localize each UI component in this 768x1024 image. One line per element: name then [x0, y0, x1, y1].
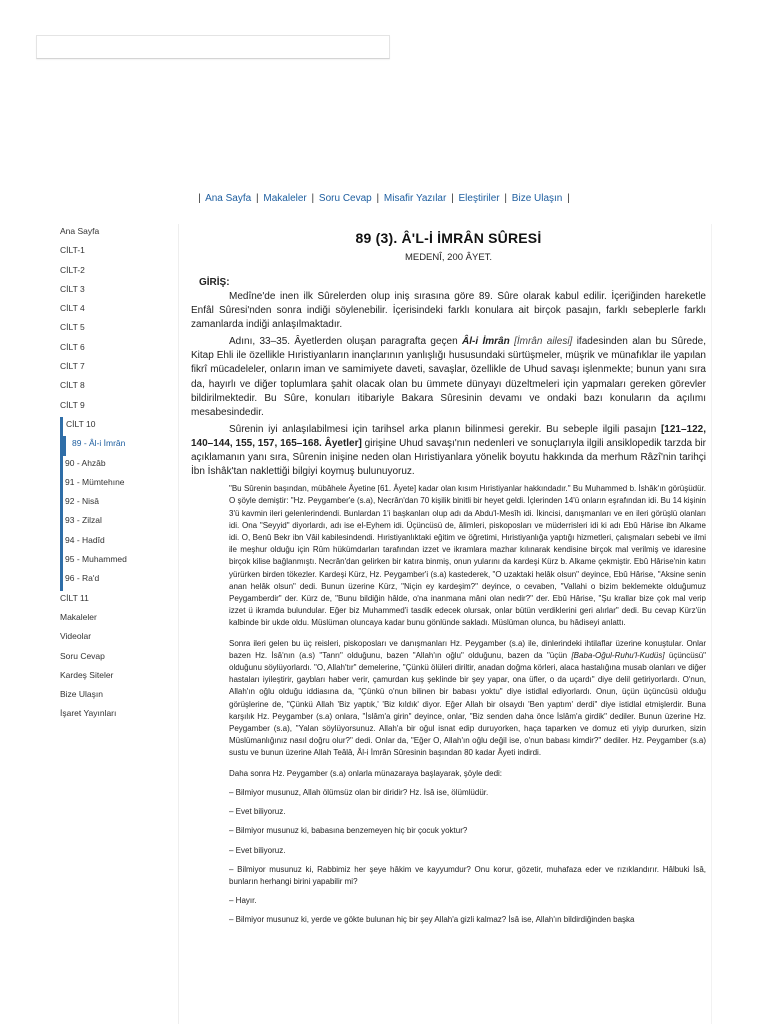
quote-dialogue-5: – Bilmiyor musunuz ki, Rabbimiz her şeye hâkim ve kayyumdur? Onu korur, gözetir, muhafaza eder ve rızıklandırır. Hâlbuki İsâ, bunların herhangi birini yapabilir mi? [229, 864, 706, 886]
quote-paragraph-2-text-a: Sonra ileri gelen bu üç reisleri, piskoposları ve danışmanları Hz. Peygamber (s.a) ile, dinlerindeki ihtilaflar üzerine konuştular. Onlar bazen Hz. İsâ'nın (a.s) "Tanrı" olduğunu, bazen "Allah'ın oğlu" olduğunu, bazen da "üçün [229, 638, 706, 660]
sidebar-item-kardes-siteler[interactable]: Kardeş Siteler [60, 669, 114, 680]
paragraph-2 [191, 335, 706, 420]
sidebar-item-cilt-11[interactable]: CİLT 11 [60, 592, 89, 603]
quote-dialogue-7: – Bilmiyor musunuz ki, yerde ve gökte bulunan hiç bir şey Allah'a gizli kalmaz? İsâ ise, Allah'ın bildirdiğinden başka [229, 915, 635, 925]
sidebar-item-zilzal[interactable]: 93 - Zilzal [65, 515, 102, 526]
content-left-border [178, 224, 179, 1024]
sidebar-item-ahzab[interactable]: 90 - Ahzâb [65, 457, 106, 468]
paragraph-3 [191, 423, 706, 479]
paragraph-3-verses: [121–122, 140–144, 155, 157, 165–168. Âyetler] [191, 423, 706, 449]
sidebar-item-muhammed[interactable]: 95 - Muhammed [65, 554, 127, 565]
sidebar-item-rad[interactable]: 96 - Ra'd [65, 573, 100, 584]
quote-dialogue-4: – Evet biliyoruz. [229, 845, 286, 855]
sidebar-item-cilt-1[interactable]: CİLT-1 [60, 245, 85, 256]
quoted-passage [229, 483, 706, 926]
sidebar-item-soru-cevap[interactable]: Soru Cevap [60, 650, 105, 661]
quote-dialogue-3: – Bilmiyor musunuz ki, babasına benzemeyen hiç bir çocuk yoktur? [229, 826, 468, 836]
quote-dialogue-2: – Evet biliyoruz. [229, 807, 286, 817]
sidebar [60, 224, 180, 726]
paragraph-2-text-a: Adını, 33–35. Âyetlerden oluşan paragrafta geçen [229, 336, 462, 348]
content-right-border [711, 224, 712, 1024]
sidebar-item-cilt-3[interactable]: CİLT 3 [60, 283, 85, 294]
top-navigation: | Ana Sayfa | Makaleler | Soru Cevap | Misafir Yazılar | Eleştiriler | Bize Ulaşın | [198, 193, 570, 204]
sidebar-item-cilt-4[interactable]: CİLT 4 [60, 303, 85, 314]
sidebar-item-cilt-10[interactable]: CİLT 10 [66, 418, 96, 429]
sidebar-item-cilt-8[interactable]: CİLT 8 [60, 380, 85, 391]
page-subtitle: MEDENÎ, 200 ÂYET. [404, 252, 493, 263]
sidebar-item-ana-sayfa[interactable]: Ana Sayfa [60, 226, 100, 236]
nav-bize-ulasin[interactable]: Bize Ulaşın [511, 193, 563, 204]
sidebar-group-cilt-10 [60, 417, 180, 591]
sidebar-item-mumtehine[interactable]: 91 - Mümtehıne [65, 476, 125, 487]
quote-paragraph-2 [229, 638, 706, 760]
sidebar-item-videolar[interactable]: Videolar [60, 631, 92, 642]
sidebar-item-makaleler[interactable]: Makaleler [60, 611, 97, 622]
paragraph-2-term: Âl-i İmrân [462, 336, 510, 348]
page-title: 89 (3). Â'L-İ İMRÂN SÛRESİ [355, 230, 542, 246]
nav-ana-sayfa[interactable]: Ana Sayfa [205, 193, 252, 204]
sidebar-item-nisa[interactable]: 92 - Nisâ [65, 496, 100, 507]
section-heading: GİRİŞ: [199, 277, 230, 288]
quote-dialogue-6: – Hayır. [229, 896, 257, 906]
quote-paragraph-2-trinity: [Baba-Oğul-Ruhu'l-Kudüs] [571, 650, 665, 660]
search-input[interactable] [36, 35, 390, 59]
sidebar-item-cilt-5[interactable]: CİLT 5 [60, 322, 85, 333]
paragraph-2-text-b: ifadesinden alan bu Sûrede, Kitap Ehli ile özellikle Hıristiyanların inançlarının yanlışlığı hususundaki sürtüşmeler, müşrik ve münafıklar ile yapılan fikrî mücadeleler, onların iman ve samimiyete daveti, savaşlar, özellikle de Uhud savaşı işlenmekte; bunun yanı sıra da, hayırlı ve diğer toplumlara şahit olacak olan bu ümmete dünyayı düzeltmeleri için yapmaları gereken görevler bildirilmektedir. Bu Sûre, konuları itibariyle Bakara Sûresinin devamı ve ondaki bazı konuların da açılımı mesabesindedir. [191, 336, 706, 418]
sidebar-item-active-ali-imran[interactable]: 89 - Âl-i İmrân [63, 436, 180, 455]
paragraph-3-text-a: Sûrenin iyi anlaşılabilmesi için tarihsel arka planın bilinmesi gerekir. Bu sebeple ilgili pasajın [229, 423, 661, 435]
sidebar-item-bize-ulasin[interactable]: Bize Ulaşın [60, 689, 103, 700]
quote-paragraph-2-text-b: üçüncüsü" olduğunu söylüyorlardı. "O, Allah'tır" demelerine, "Çünkü ölüleri diriltir, anadan doğma körleri, alaca hastalığına musab olanları ve diğer hastaları iyileştirir, gaybları haber verir, çamurdan kuş şeklinde bir şey yapar, ona üfler, o da uçardı" diye delil getiriyorlardı. O'nun, Allah'ın oğlu olduğu iddiasına da, "Çünkü o'nun bilinen bir babası yoktu" diye istidlal ediyorlardı. Onun, üçün üçüncüsü olduğu görüşlerine de, "Çünkü Allah 'Biz yaptık,' 'Biz kıldık' diyor. Eğer Allah bir olsaydı 'Ben yaptım' derdi" diye istidlal etmişlerdir. Buna karşılık Hz. Peygamber (s.a) onlara, "İslâm'a girin" deyince, onlar, "Biz senden daha önce İslâm'a girdik" dediler. Bunun üzerine Hz. Peygamber (s.a), "Yalan söylüyorsunuz. Allah'a bir oğul isnat edip duruyorken, haça taparken ve domuz eti yiyip dururken, sizin Müslümanlığınız nasıl doğru olur?" dedi. Onlar da, "Eğer O, Allah'ın oğlu değil ise, o'nun babası kimdir?" dediler. Hz. Peygamber (s.a) sustu ve bunun üzerine Allah Teâlâ, Âl-i İmrân Sûresinin başından 80 kadar Âyeti indirdi. [229, 650, 706, 758]
nav-misafir-yazilar[interactable]: Misafir Yazılar [383, 193, 447, 204]
sidebar-item-cilt-6[interactable]: CİLT 6 [60, 341, 85, 352]
sidebar-item-cilt-2[interactable]: CİLT-2 [60, 264, 85, 275]
sidebar-item-hadid[interactable]: 94 - Hadîd [65, 534, 105, 545]
quote-dialogue-1: – Bilmiyor musunuz, Allah ölümsüz olan bir diridir? Hz. İsâ ise, ölümlüdür. [229, 787, 489, 797]
paragraph-2-gloss: [İmrân ailesi] [509, 336, 573, 348]
quote-paragraph-3: Daha sonra Hz. Peygamber (s.a) onlarla münazaraya başlayarak, şöyle dedi: [229, 768, 503, 778]
sidebar-item-isaret-yayinlari[interactable]: İşaret Yayınları [60, 708, 117, 719]
nav-makaleler[interactable]: Makaleler [263, 193, 307, 204]
nav-elestiriler[interactable]: Eleştiriler [458, 193, 500, 204]
sidebar-item-cilt-7[interactable]: CİLT 7 [60, 361, 85, 372]
paragraph-3-text-b: girişine Uhud savaşı'nın nedenleri ve sonuçlarıyla ilgili ansiklopedik tarzda bir açıklamanın yanı sıra, Sûrenin inişine neden olan Hıristiyanlara yönelik boyutu hakkında da merhum Râzî'nin tarihçi İbn İshâk'tan naklettiği bilgiyi koymuş bulunuyoruz. [191, 437, 706, 478]
nav-soru-cevap[interactable]: Soru Cevap [318, 193, 372, 204]
sidebar-item-cilt-9[interactable]: CİLT 9 [60, 399, 85, 410]
article [191, 226, 706, 934]
quote-paragraph-1: "Bu Sûrenin başından, mübâhele Âyetine [61. Âyete] kadar olan kısım Hıristiyanlar hakkındadır." Bu Muhammed b. İshâk'ın görüşüdür. O şöyle demiştir: "Hz. Peygamber'e (s.a), Necrân'dan 70 kişilik binitli bir heyet geldi. İçlerinden 14'ü onların eşrafından idi. Bu 14 kişinin 3'ü kavmin ileri gelenlerindendi. Bunlardan 1'i başkanları olup adı da Abdu'l-Mesîh idi. İkincisi, danışmanları ve en ileri görüşlü olanları idi. Ona "Seyyid" diyorlardı, adı ise el-Eyhem idi. Üçüncüsü de, âlimleri, piskoposları ve müderrisleri idi ki adı Ebû Hârise ibn Alkame idi. O, Benû Bekr ibn Vâil kabilesindendi. Hıristiyanlıktaki eğitim ve öğretimi, Hıristiyanlığa yaptığı hizmetleri, çalışmaları sebebi ve ilmi ile meşhur olduğu için Rûm hükümdarları tarafından izzet ve ikramlara mazhar kılınarak kendisine birçok mal verilmiş ve idaresine birçok kilise bağlanmıştı. Necrân'dan gelirken bir katıra binmiş, onun yularını da kardeşi Kürz b. Alkame çekmiştir. Ebû Hârise'nin katırı yürürken birden tökezler. Kardeşi Kürz, Hz. Peygamber'i (s.a) kastederek, "O uzaktaki helâk olsun" deyince, Ebû Hârise, "Aksine senin anan helâk olsun" dedi. Bunun üzerine Kürz, "Niçin ey kardeşim?" deyince, o cevaben, "Vallahi o bizim beklemekte olduğumuz Peygamberdir" der. Kürz de, "Bunu bildiğin hâlde, o'na inanmana mâni olan nedir?" der. Ebû Hârise, "Şu krallar bize çok mal verip izzet ü ikramda bulundular. Eğer biz Muhammed'i tasdik edecek olursak, onlar bütün verdiklerini geri alırlar" dedi. Bu cevap Kürz'ün kalbinde bir ukde oldu. Müslüman oluncaya kadar bunu gönlünde sakladı. Müslüman olunca, bu hâdiseyi anlattı. [229, 484, 706, 628]
paragraph-1: Medîne'de inen ilk Sûrelerden olup iniş sırasına göre 89. Sûre olarak kabul edilir. İçeriğinden hareketle Enfâl Sûresi'nden sonra indiği söylenebilir. İçerisindeki farklı konulara ait birçok pasajın, farklı sebeplerle farklı zamanlarda indiği anlaşılmaktadır. [191, 291, 706, 331]
